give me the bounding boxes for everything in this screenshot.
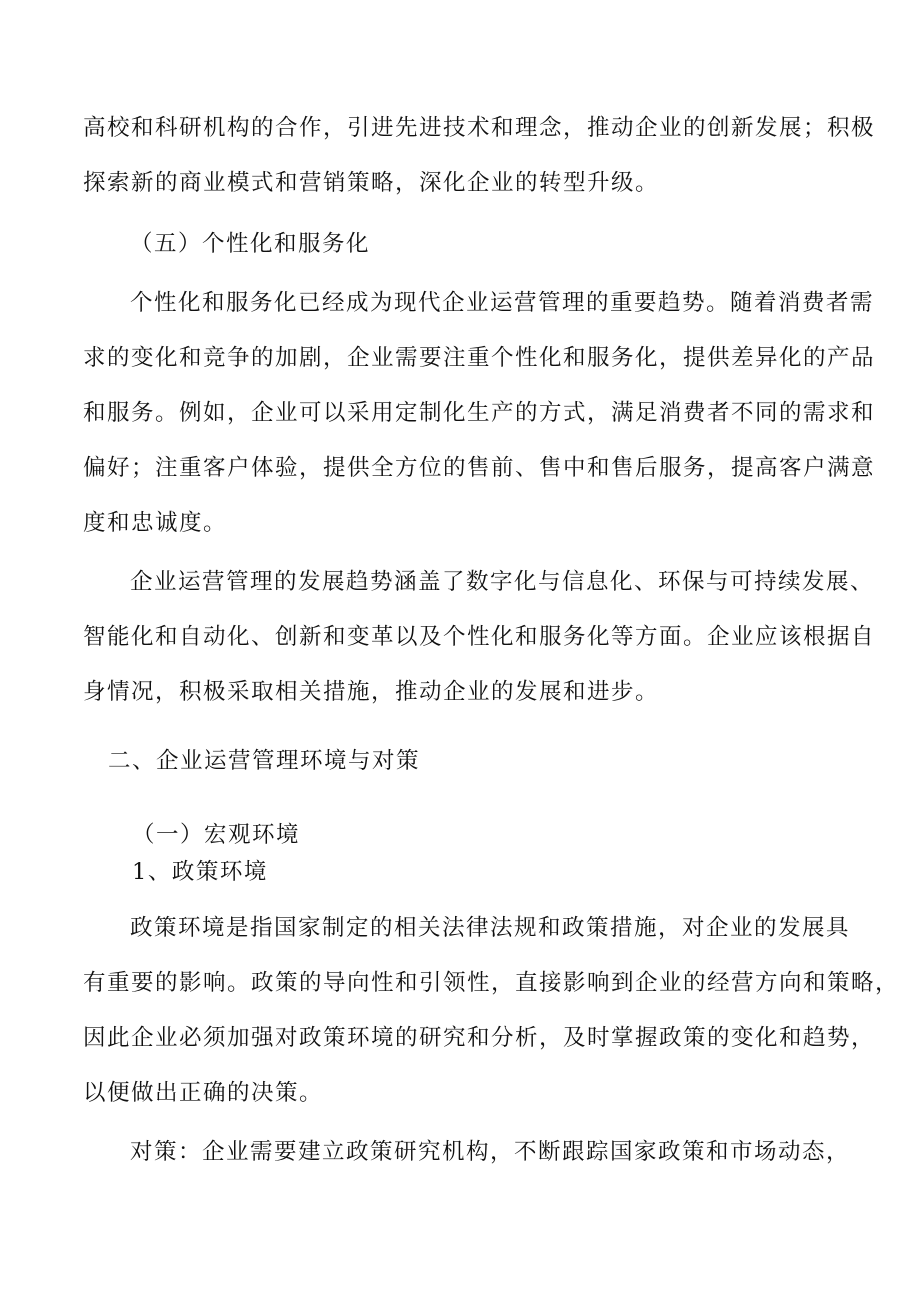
paragraph-line: 对策：企业需要建立政策研究机构，不断跟踪国家政策和市场动态，	[130, 1139, 851, 1165]
section-heading: （五）个性化和服务化	[130, 231, 371, 257]
paragraph-line: 企业运营管理的发展趋势涵盖了数字化与信息化、环保与可持续发展、	[130, 569, 875, 595]
paragraph-line: 偏好；注重客户体验，提供全方位的售前、售中和售后服务，提高客户满意	[83, 455, 876, 481]
paragraph-line: 和服务。例如，企业可以采用定制化生产的方式，满足消费者不同的需求和	[83, 400, 876, 426]
chapter-heading: 二、企业运营管理环境与对策	[108, 748, 421, 774]
paragraph-line: 高校和科研机构的合作，引进先进技术和理念，推动企业的创新发展；积极	[83, 115, 876, 141]
paragraph-line: 身情况，积极采取相关措施，推动企业的发展和进步。	[83, 679, 660, 705]
paragraph-line: 个性化和服务化已经成为现代企业运营管理的重要趋势。随着消费者需	[130, 290, 875, 316]
paragraph-line: 度和忠诚度。	[83, 510, 228, 536]
paragraph-line: 求的变化和竞争的加剧，企业需要注重个性化和服务化，提供差异化的产品	[83, 345, 876, 371]
paragraph-line: 智能化和自动化、创新和变革以及个性化和服务化等方面。企业应该根据自	[83, 624, 876, 650]
item-heading: 1、政策环境	[132, 859, 268, 885]
subsection-heading: （一）宏观环境	[132, 822, 301, 848]
paragraph-line: 因此企业必须加强对政策环境的研究和分析，及时掌握政策的变化和趋势，	[83, 1025, 876, 1051]
paragraph-line: 以便做出正确的决策。	[83, 1080, 324, 1106]
paragraph-line: 探索新的商业模式和营销策略，深化企业的转型升级。	[83, 170, 660, 196]
paragraph-line: 政策环境是指国家制定的相关法律法规和政策措施，对企业的发展具	[130, 915, 851, 941]
paragraph-line: 有重要的影响。政策的导向性和引领性，直接影响到企业的经营方向和策略，	[83, 970, 900, 996]
